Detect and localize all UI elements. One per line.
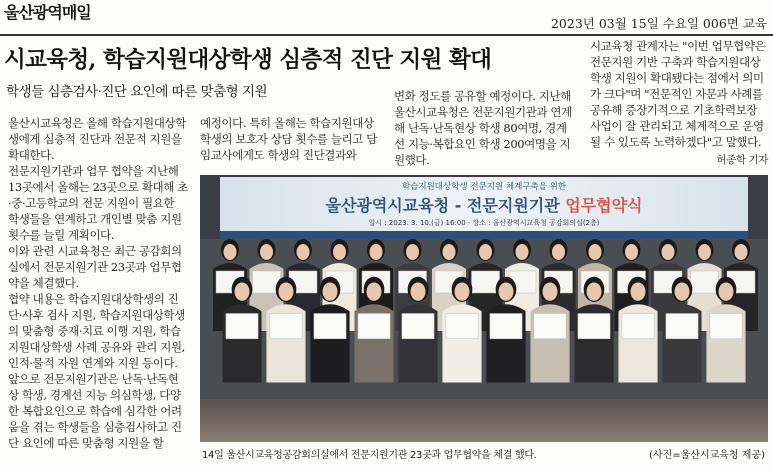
article-column-1 [8, 115, 188, 451]
paragraph: 시교육청 관계자는 "이번 업무협약은 전문지원 기반 구축과 학습지원대상학생 지원이 확대됐다는 점에서 의미가 크다"며 "전문적인 자문과 사례를 공유해 증장기적으로 기초학력보장 사업이 잘 관리되고 체계적으로 운영될 수 있도록 노력하겠다"고 말했다. [590, 39, 766, 149]
paragraph: 변화 정도를 공유할 예정이다. 지난해 울산시교육청은 전문지원기관과 연계해 난독·난독현상 학생 80여명, 경계선 지능·복합요인 학생 200여명을 지원했다. [394, 89, 572, 167]
event-photo [200, 175, 768, 442]
article-headline: 시교육청, 학습지원대상학생 심층적 진단 지원 확대 [4, 47, 492, 73]
dateline: 2023년 03월 15일 수요일 006면 교육 [550, 16, 767, 31]
banner-small-text: 학습지원대상학생 전문지원 체계구축을 위한 [401, 182, 567, 192]
photo-caption: 14일 울산시교육청공감회의실에서 전문지원기관 23곳과 업무협약을 체결 했다. [202, 450, 537, 461]
newspaper-masthead: 울산광역매일 [4, 3, 91, 22]
paragraph: 예정이다. 특히 올해는 학습지원대상학생의 보호자 상담 횟수를 늘리고 담임교사에게도 학생의 진단결과와 [200, 116, 377, 162]
article-column-3 [394, 88, 574, 168]
banner-main-text: 울산광역시교육청 - 전문지원기관 업무협약식 [325, 196, 643, 215]
paragraph: 협약 내용은 학습지원대상학생의 진단·사후 검사 지원, 학습지원대상학생의 맞춤형 중재·치료 이행 지원, 학습지원대상학생 사례 공유와 관리 지원, 인적·물적 자원 연계와 지원 등이다. [8, 292, 185, 370]
header-rule [0, 34, 773, 36]
article-subhead: 학생들 심층검사·진단 요인에 따른 맞춤형 지원 [6, 84, 268, 100]
paragraph: 앞으로 전문지원기관은 난독·난독현상 학생, 경계선 지능 의심학생, 다양한 복합요인으로 학습에 심각한 어려움을 겪는 학생들을 심층검사하고 진단 요인에 따른 맞춤형 지원을 할 [8, 372, 182, 450]
article-column-4 [590, 38, 768, 168]
paragraph: 이와 관련 시교육청은 최근 공감회의실에서 전문지원기관 23곳과 업무협약을 체결했다. [8, 244, 182, 290]
paragraph: 울산시교육청은 올해 학습지원대상학생에게 심층적 진단과 전문적 지원을 확대한다. [8, 116, 186, 162]
reporter-byline: 허종학 기자 [716, 154, 768, 166]
photo-credit: (사진=울산시교육청 제공) [649, 450, 765, 461]
photo-illustration [200, 175, 768, 442]
article-column-2 [200, 115, 380, 163]
banner-info-text: 일시 : 2023. 3. 10.(금) 16:00 · 장소 : 울산광역시교육청 공감회의실(2층) [368, 219, 600, 227]
floor [200, 399, 768, 442]
paragraph: 전문지원기관과 업무 협약을 지난해 13곳에서 올해는 23곳으로 확대해 초·중·고등학교의 전문 지원이 필요한 학생들을 연계하고 개인별 맞춤 지원 횟수를 늘릴 계획이다. [8, 164, 188, 242]
